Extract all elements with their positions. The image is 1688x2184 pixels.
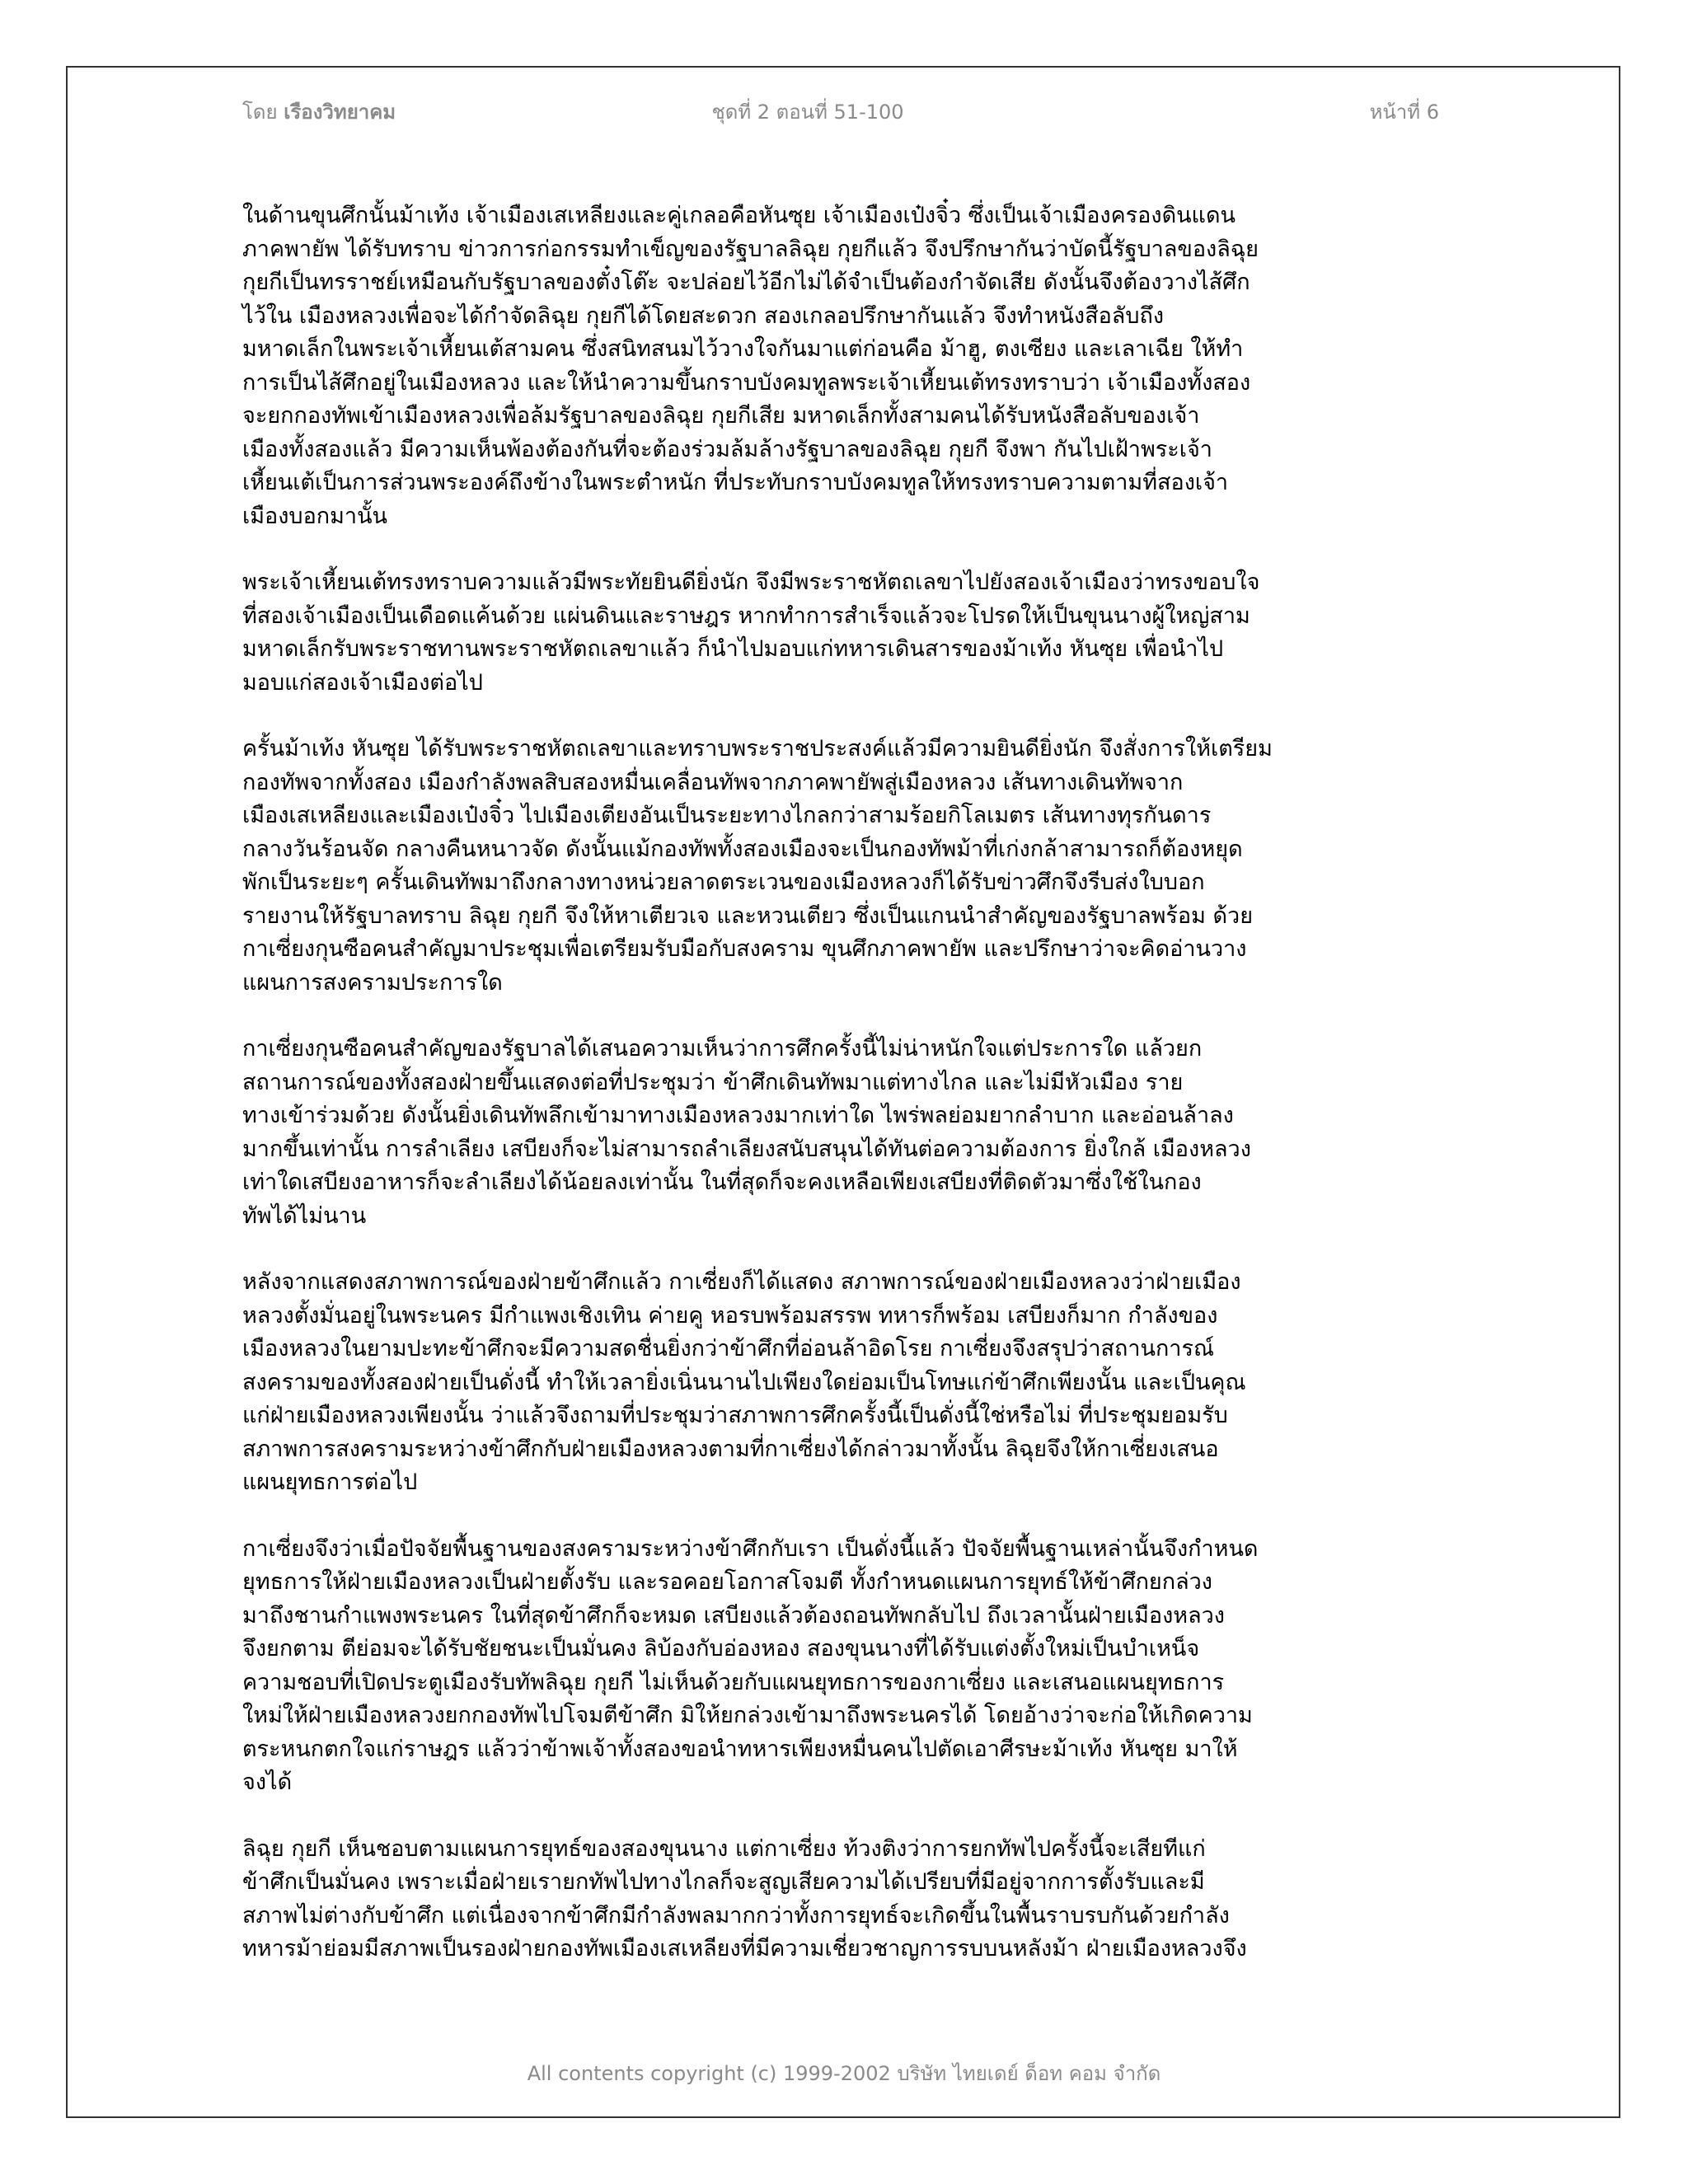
paragraph-5: หลังจากแสดงสภาพการณ์ของฝ่ายข้าศึกแล้ว กาเซี่ยงก็ได้แสดง สภาพการณ์ของฝ่ายเมืองหลวงว่าฝ่ายเมือง หลวงตั้งมั่นอยู่ในพระนคร มีกำแพงเชิงเทิน ค่ายคู หอรบพร้อมสรรพ ทหารก็พร้อม เสบียงก็มาก กำลังของ เมืองหลวงในยามปะทะข้าศึกจะมีความสดชื่นยิ่งกว่าข้าศึกที่อ่อนล้าอิดโรย กาเซี่ยงจึงสรุปว่าสถานการณ์ สงครามของทั้งสองฝ่ายเป็นดั่งนี้ ทำให้เวลายิ่งเนิ่นนานไปเพียงใดย่อมเป็นโทษแก่ข้าศึกเพียงนั้น และเป็นคุณ แก่ฝ่ายเมืองหลวงเพียงนั้น ว่าแล้วจึงถามที่ประชุมว่าสภาพการศึกครั้งนี้เป็นดั่งนี้ใช่หรือไม่ ที่ประชุมยอมรับ สภาพการสงครามระหว่างข้าศึกกับฝ่ายเมืองหลวงตามที่กาเซี่ยงได้กล่าวมาทั้งนั้น ลิฉุยจึงให้กาเซี่ยงเสนอ แผนยุทธการต่อไป [242,1269,1246,1495]
paragraph-4: กาเซี่ยงกุนซือคนสำคัญของรัฐบาลได้เสนอความเห็นว่าการศึกครั้งนี้ไม่น่าหนักใจแต่ประการใด แล้วยก สถานการณ์ของทั้งสองฝ่ายขึ้นแสดงต่อที่ประชุมว่า ข้าศึกเดินทัพมาแต่ทางไกล และไม่มีหัวเมือง ราย ทางเข้าร่วมด้วย ดังนั้นยิ่งเดินทัพลึกเข้ามาทางเมืองหลวงมากเท่าใด ไพร่พลย่อมยากลำบาก และอ่อนล้าลง มากขึ้นเท่านั้น การลำเลียง เสบียงก็จะไม่สามารถลำเลียงสนับสนุนได้ทันต่อความต้องการ ยิ่งใกล้ เมืองหลวง เท่าใดเสบียงอาหารก็จะลำเลียงได้น้อยลงเท่านั้น ในที่สุดก็จะคงเหลือเพียงเสบียงที่ติดตัวมาซึ่งใช้ในกอง ทัพได้ไม่นาน [242,1036,1251,1229]
byline-prefix: โดย [242,101,278,124]
page-header [175,96,1441,129]
paragraph-7: ลิฉุย กุยกี เห็นชอบตามแผนการยุทธ์ของสองขุนนาง แต่กาเซี่ยง ท้วงติงว่าการยกทัพไปครั้งนี้จะเสียทีแก่ ข้าศึกเป็นมั่นคง เพราะเมื่อฝ่ายเรายกทัพไปทางไกลก็จะสูญเสียความได้เปรียบที่มีอยู่จากการตั้งรับและมี สภาพไม่ต่างกับข้าศึก แต่เนื่องจากข้าศึกมีกำลังพลมากกว่าทั้งการยุทธ์จะเกิดขึ้นในพื้นราบรบกันด้วยกำลัง ทหารม้าย่อมมีสภาพเป็นรองฝ่ายกองทัพเมืองเสเหลียงที่มีความเชี่ยวชาญการรบบนหลังม้า ฝ่ายเมืองหลวงจึง [242,1835,1247,1961]
article-body [242,199,1442,1999]
page-number: หน้าที่ 6 [1369,101,1439,124]
series-title: ชุดที่ 2 ตอนที่ 51-100 [711,101,904,124]
paragraph-2: พระเจ้าเหี้ยนเต้ทรงทราบความแล้วมีพระทัยยินดียิ่งนัก จึงมีพระราชหัตถเลขาไปยังสองเจ้าเมืองว่าทรงขอบใจ ที่สองเจ้าเมืองเป็นเดือดแค้นด้วย แผ่นดินและราษฎร หากทำการสำเร็จแล้วจะโปรดให้เป็นขุนนางผู้ใหญ่สาม มหาดเล็กรับพระราชทานพระราชหัตถเลขาแล้ว ก็นำไปมอบแก่ทหารเดินสารของม้าเท้ง หันซุย เพื่อนำไป มอบแก่สองเจ้าเมืองต่อไป [242,569,1260,696]
paragraph-1: ในด้านขุนศึกนั้นม้าเท้ง เจ้าเมืองเสเหลียงและคู่เกลอคือหันซุย เจ้าเมืองเป๋งจิ๋ว ซึ่งเป็นเจ้าเมืองครองดินแดน ภาคพายัพ ได้รับทราบ ข่าวการก่อกรรมทำเข็ญของรัฐบาลลิฉุย กุยกีแล้ว จึงปรึกษากันว่าบัดนี้รัฐบาลของลิฉุย กุยกีเป็นทรราชย์เหมือนกับรัฐบาลของตั๋งโต๊ะ จะปล่อยไว้อีกไม่ได้จำเป็นต้องกำจัดเสีย ดังนั้นจึงต้องวางไส้ศึก ไว้ใน เมืองหลวงเพื่อจะได้กำจัดลิฉุย กุยกีได้โดยสะดวก สองเกลอปรึกษากันแล้ว จึงทำหนังสือลับถึง มหาดเล็กในพระเจ้าเหี้ยนเต้สามคน ซึ่งสนิทสนมไว้วางใจกันมาแต่ก่อนคือ ม้าฮู, ตงเซียง และเลาเฉีย ให้ทำ การเป็นไส้ศึกอยู่ในเมืองหลวง และให้นำความขึ้นกราบบังคมทูลพระเจ้าเหี้ยนเต้ทรงทราบว่า เจ้าเมืองทั้งสอง จะยกกองทัพเข้าเมืองหลวงเพื่อล้มรัฐบาลของลิฉุย กุยกีเสีย มหาดเล็กทั้งสามคนได้รับหนังสือลับของเจ้า เมืองทั้งสองแล้ว มีความเห็นพ้องต้องกันที่จะต้องร่วมล้มล้างรัฐบาลของลิฉุย กุยกี จึงพา กันไปเฝ้าพระเจ้า เหี้ยนเต้เป็นการส่วนพระองค์ถึงข้างในพระตำหนัก ที่ประทับกราบบังคมทูลให้ทรงทราบความตามที่สองเจ้า เมืองบอกมานั้น [242,203,1259,529]
author-name: เรืองวิทยาคม [284,101,396,124]
paragraph-3: ครั้นม้าเท้ง หันซุย ได้รับพระราชหัตถเลขาและทราบพระราชประสงค์แล้วมีความยินดียิ่งนัก จึงสั่งการให้เตรียม กองทัพจากทั้งสอง เมืองกำลังพลสิบสองหมื่นเคลื่อนทัพจากภาคพายัพสู่เมืองหลวง เส้นทางเดินทัพจาก เมืองเสเหลียงและเมืองเป๋งจิ๋ว ไปเมืองเตียงอันเป็นระยะทางไกลกว่าสามร้อยกิโลเมตร เส้นทางทุรกันดาร กลางวันร้อนจัด กลางคืนหนาวจัด ดังนั้นแม้กองทัพทั้งสองเมืองจะเป็นกองทัพม้าที่เก่งกล้าสามารถก็ต้องหยุด พักเป็นระยะๆ ครั้นเดินทัพมาถึงกลางทางหน่วยลาดตระเวนของเมืองหลวงก็ได้รับข่าวศึกจึงรีบส่งใบบอก รายงานให้รัฐบาลทราบ ลิฉุย กุยกี จึงให้หาเตียวเจ และหวนเตียว ซึ่งเป็นแกนนำสำคัญของรัฐบาลพร้อม ด้วย กาเซี่ยงกุนซือคนสำคัญมาประชุมเพื่อเตรียมรับมือกับสงคราม ขุนศึกภาคพายัพ และปรึกษาว่าจะคิดอ่านวาง แผนการสงครามประการใด [242,736,1273,996]
paragraph-6: กาเซี่ยงจึงว่าเมื่อปัจจัยพื้นฐานของสงครามระหว่างข้าศึกกับเรา เป็นดั่งนี้แล้ว ปัจจัยพื้นฐานเหล่านั้นจึงกำหนด ยุทธการให้ฝ่ายเมืองหลวงเป็นฝ่ายตั้งรับ และรอคอยโอกาสโจมตี ทั้งกำหนดแผนการยุทธ์ให้ข้าศึกยกล่วง มาถึงชานกำแพงพระนคร ในที่สุดข้าศึกก็จะหมด เสบียงแล้วต้องถอนทัพกลับไป ถึงเวลานั้นฝ่ายเมืองหลวง จึงยกตาม ตีย่อมจะได้รับชัยชนะเป็นมั่นคง ลิบ้องกับอ่องหอง สองขุนนางที่ได้รับแต่งตั้งใหม่เป็นบำเหน็จ ความชอบที่เปิดประตูเมืองรับทัพลิฉุย กุยกี ไม่เห็นด้วยกับแผนยุทธการของกาเซี่ยง และเสนอแผนยุทธการ ใหม่ให้ฝ่ายเมืองหลวงยกกองทัพไปโจมตีข้าศึก มิให้ยกล่วงเข้ามาถึงพระนครได้ โดยอ้างว่าจะก่อให้เกิดความ ตระหนกตกใจแก่ราษฎร แล้วว่าข้าพเจ้าทั้งสองขอนำทหารเพียงหมื่นคนไปตัดเอาศีรษะม้าเท้ง หันซุย มาให้ จงได้ [242,1535,1259,1795]
copyright-footer: All contents copyright (c) 1999-2002 บริษัท ไทยเดย์ ด็อท คอม จำกัด [527,2062,1161,2085]
